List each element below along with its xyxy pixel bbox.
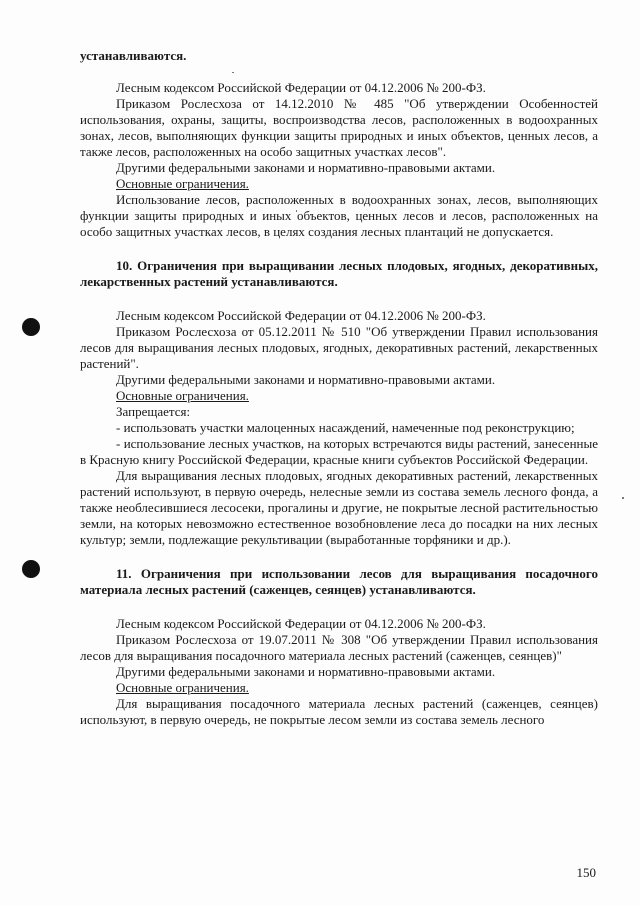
section-heading-11: 11. Ограничения при использовании лесов для выращивания посадочного материала лесных растений (саженцев, сеянцев) устанавливаются. bbox=[80, 566, 598, 597]
paragraph: Для выращивания посадочного материала лесных растений (саженцев, сеянцев) используют, в первую очередь, не покрытые лесом земли из состава земель лесного bbox=[80, 696, 598, 727]
paragraph: Лесным кодексом Российской Федерации от 04.12.2006 № 200-ФЗ. bbox=[116, 80, 486, 95]
list-item: - использование лесных участков, на которых встречаются виды растений, занесенные в Красную книгу Российской Федерации, красные книги субъектов Российской Федерации. bbox=[80, 436, 598, 467]
continuation-line: устанавливаются. bbox=[80, 48, 187, 63]
paragraph: Приказом Рослесхоза от 05.12.2011 № 510 "Об утверждении Правил использования лесов для выращивания лесных плодовых, ягодных, декоративных растений, лекарственных растений". bbox=[80, 324, 598, 371]
paragraph: Запрещается: bbox=[116, 404, 191, 419]
section-heading-10: 10. Ограничения при выращивании лесных плодовых, ягодных, декоративных, лекарственных растений устанавливаются. bbox=[80, 258, 598, 289]
paragraph: Приказом Рослесхоза от 14.12.2010 № 485 "Об утверждении Особенностей использования, охраны, защиты, воспроизводства лесов, расположенных в водоохранных зонах, лесов, выполняющих функции защиты природных и иных объектов, ценных лесов, а также лесов, расположенных на особо защитных участках лесов". bbox=[80, 96, 598, 159]
subheading-main-restrictions: Основные ограничения. bbox=[116, 388, 249, 403]
list-item: - использовать участки малоценных насаждений, намеченные под реконструкцию; bbox=[116, 420, 575, 435]
document-body bbox=[80, 48, 598, 728]
page-number: 150 bbox=[576, 865, 596, 880]
paragraph: Другими федеральными законами и нормативно-правовыми актами. bbox=[116, 160, 496, 175]
paragraph: Другими федеральными законами и нормативно-правовыми актами. bbox=[116, 372, 496, 387]
paragraph: Приказом Рослесхоза от 19.07.2011 № 308 "Об утверждении Правил использования лесов для выращивания посадочного материала лесных растений (саженцев, сеянцев)" bbox=[80, 632, 598, 663]
subheading-main-restrictions: Основные ограничения. bbox=[116, 176, 249, 191]
scan-speck bbox=[622, 497, 624, 499]
paragraph: Лесным кодексом Российской Федерации от 04.12.2006 № 200-ФЗ. bbox=[116, 616, 486, 631]
paragraph: Для выращивания лесных плодовых, ягодных декоративных растений, лекарственных растений используют, в первую очередь, нелесные земли из состава земель лесного фонда, а также необлесившиеся лесосеки, прогалины и другие, не покрытые лесной растительностью земли, на которых невозможно естественное возобновление леса до посадки на них лесных культур; земли, подлежащие рекультивации (выработанные торфяники и др.). bbox=[80, 468, 598, 547]
subheading-main-restrictions: Основные ограничения. bbox=[116, 680, 249, 695]
punch-hole-top bbox=[22, 318, 40, 336]
paragraph: Использование лесов, расположенных в водоохранных зонах, лесов, выполняющих функции защиты природных и иных объектов, ценных лесов и лесов, расположенных на особо защитных участках лесов, в целях создания лесных плантаций не допускается. bbox=[80, 192, 598, 239]
paragraph: Другими федеральными законами и нормативно-правовыми актами. bbox=[116, 664, 496, 679]
punch-hole-bottom bbox=[22, 560, 40, 578]
paragraph: Лесным кодексом Российской Федерации от 04.12.2006 № 200-ФЗ. bbox=[116, 308, 486, 323]
